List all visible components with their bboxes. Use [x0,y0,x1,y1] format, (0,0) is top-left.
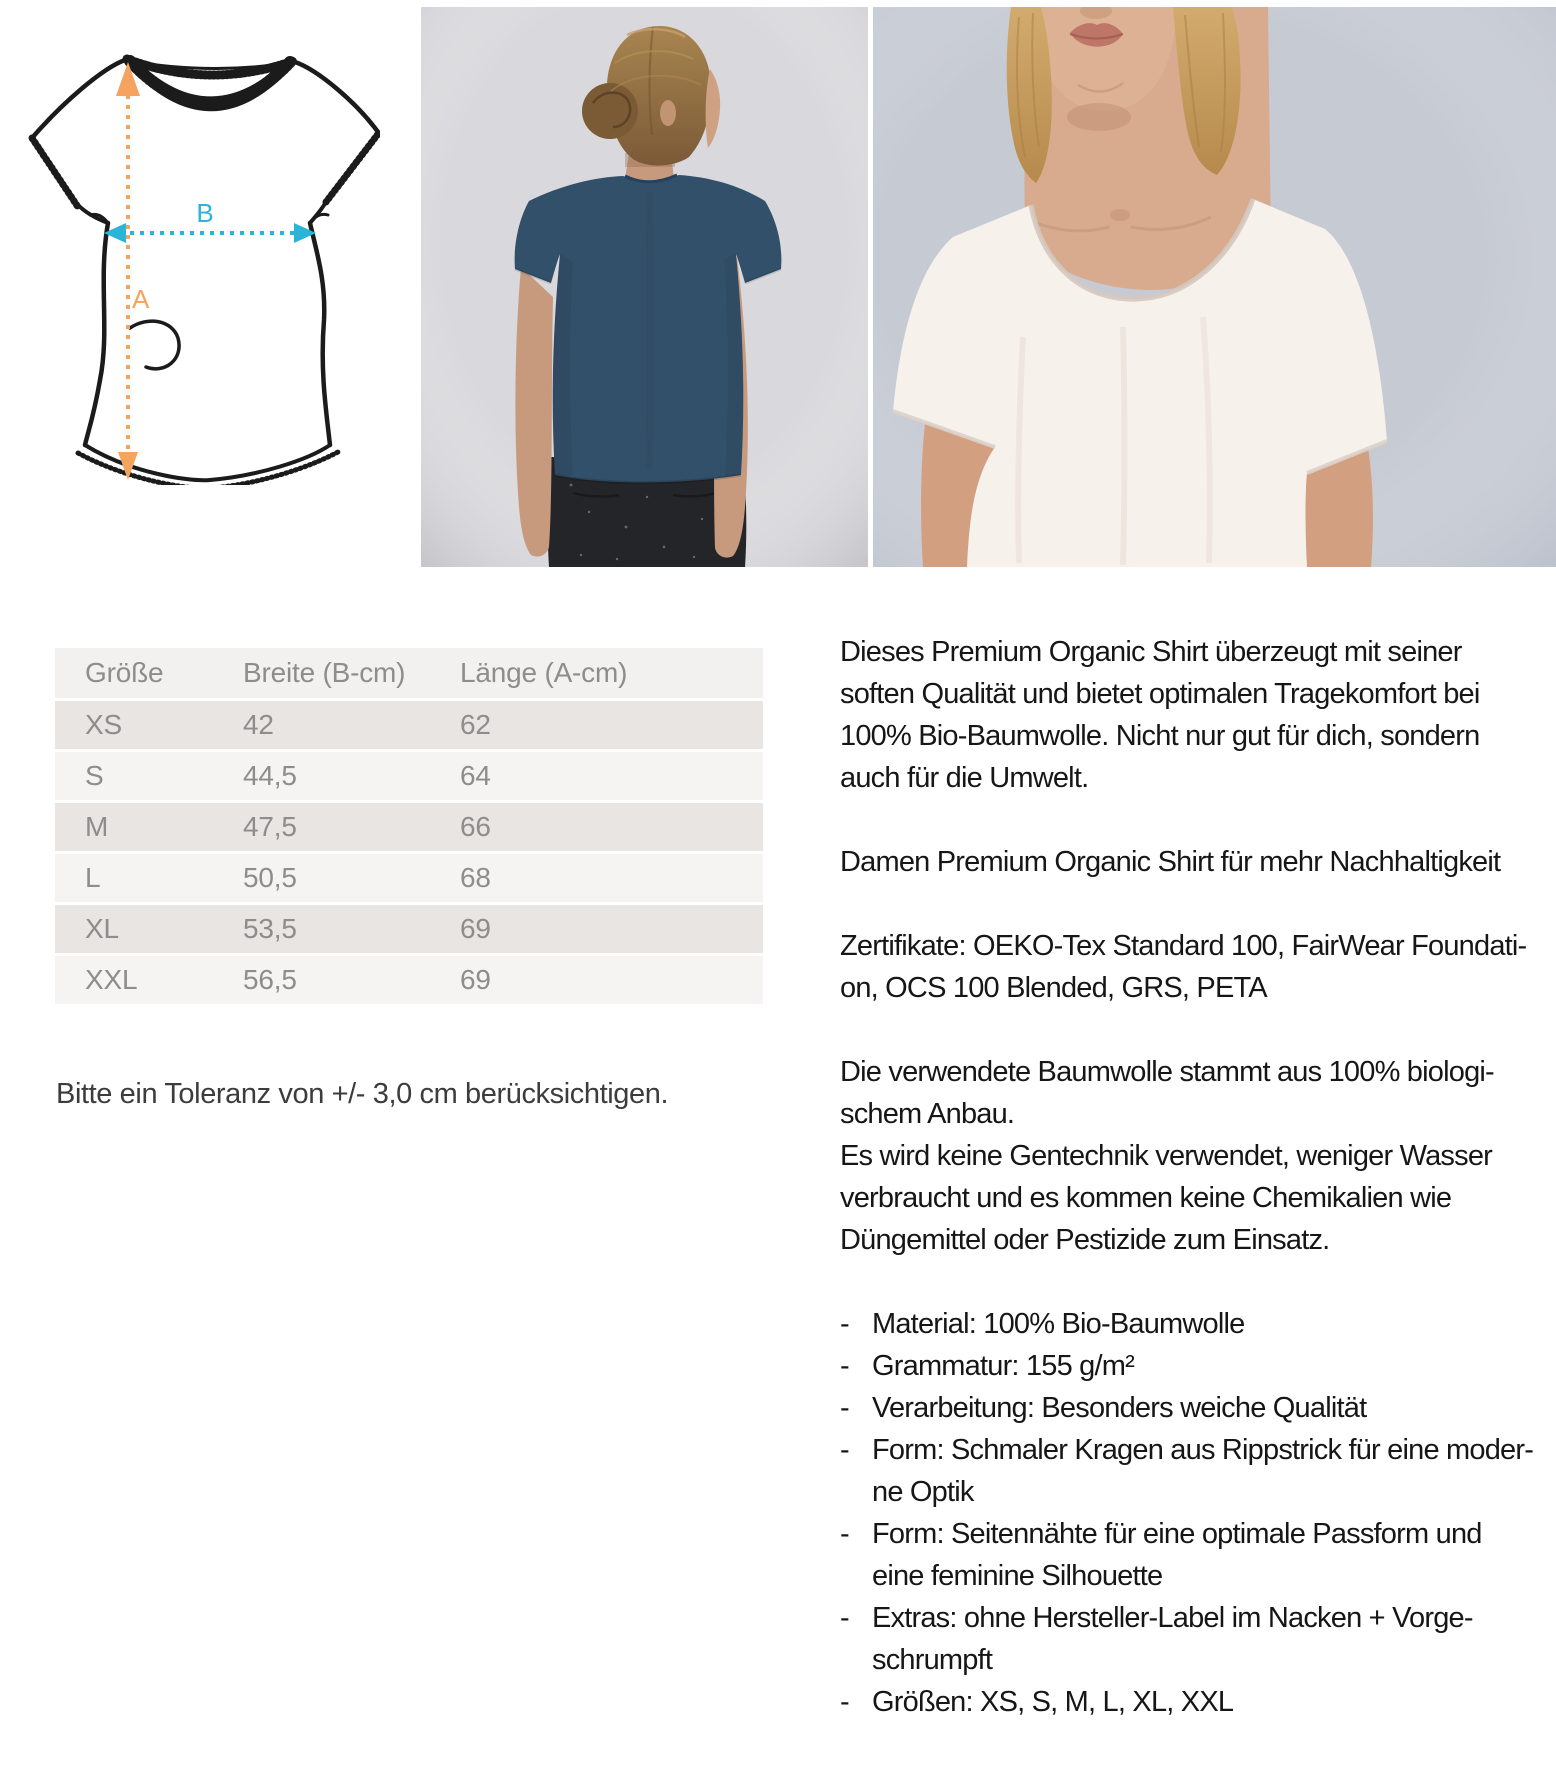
front-view-illustration [873,7,1556,567]
table-row [55,956,763,1004]
bullet-item: - Verarbeitung: Besonders weiche Qualität [840,1387,1556,1429]
length-cell: 64 [460,760,491,791]
table-row [55,752,763,800]
size-cell: M [85,811,109,842]
table-row [55,854,763,902]
tshirt-outline [32,59,378,485]
size-cell: L [85,862,101,893]
length-cell: 68 [460,862,491,893]
size-diagram [8,40,380,485]
table-row [55,701,763,749]
bullet-marker: - [840,1686,849,1718]
ear [660,100,676,126]
label-b: B [196,198,214,228]
size-table [55,648,763,1007]
size-cell: XL [85,913,119,944]
description-bullet-list [840,1303,1556,1723]
photo-back-view[interactable] [421,7,868,567]
bullet-item: - Material: 100% Bio-Baumwolle [840,1303,1556,1345]
back-view-illustration [421,7,868,567]
description-paragraph: Dieses Premium Organic Shirt überzeugt mit seiner soften Qualität und bietet optimalen Tragekomfort bei 100% Bio-Baumwolle. Nicht nur gut für dich, sondern auch für die Umwelt. [840,636,1480,794]
size-cell: XXL [85,964,138,995]
width-cell: 47,5 [243,811,297,842]
bullet-marker: - [840,1308,849,1340]
bullet-marker: - [840,1434,849,1466]
width-cell: 53,5 [243,913,297,944]
size-table-rows [55,701,763,1004]
tolerance-note: Bitte ein Toleranz von +/- 3,0 cm berücksichtigen. [56,1078,669,1110]
bullet-item: - Extras: ohne Hersteller-Label im Nacken + Vorge- schrumpft [840,1597,1556,1681]
bullet-marker: - [840,1602,849,1634]
description-paragraph: Damen Premium Organic Shirt für mehr Nachhaltigkeit [840,846,1501,878]
table-row [55,803,763,851]
width-cell: 42 [243,709,274,740]
bullet-marker: - [840,1518,849,1550]
col-header-length: Länge (A-cm) [460,657,628,688]
size-table-header [55,648,763,698]
width-cell: 50,5 [243,862,297,893]
bullet-item: - Grammatur: 155 g/m² [840,1345,1556,1387]
length-cell: 69 [460,913,491,944]
bullet-item: - Form: Seitennähte für eine optimale Passform und eine feminine Silhouette [840,1513,1556,1597]
label-a: A [132,284,150,314]
bullet-marker: - [840,1392,849,1424]
width-cell: 44,5 [243,760,297,791]
length-cell: 69 [460,964,491,995]
bullet-item: - Form: Schmaler Kragen aus Rippstrick für eine moder- ne Optik [840,1429,1556,1513]
description-paragraph: Die verwendete Baumwolle stammt aus 100% biologi- schem Anbau. Es wird keine Gentechnik verwendet, weniger Wasser verbraucht und es kommen keine Chemikalien wie Düngemittel oder Pestizide zum Einsatz. [840,1056,1494,1256]
col-header-width: Breite (B-cm) [243,657,406,688]
bullet-item: - Größen: XS, S, M, L, XL, XXL [840,1681,1556,1723]
length-cell: 66 [460,811,491,842]
table-row [55,905,763,953]
photo-front-closeup[interactable] [873,7,1556,567]
bullet-marker: - [840,1350,849,1382]
width-cell: 56,5 [243,964,297,995]
length-cell: 62 [460,709,491,740]
size-cell: S [85,760,104,791]
description-paragraph: Zertifikate: OEKO-Tex Standard 100, FairWear Foundati- on, OCS 100 Blended, GRS, PETA [840,930,1527,1004]
col-header-size: Größe [85,657,164,688]
size-cell: XS [85,709,122,740]
tshirt-back [515,175,782,483]
product-description [840,631,1556,1723]
